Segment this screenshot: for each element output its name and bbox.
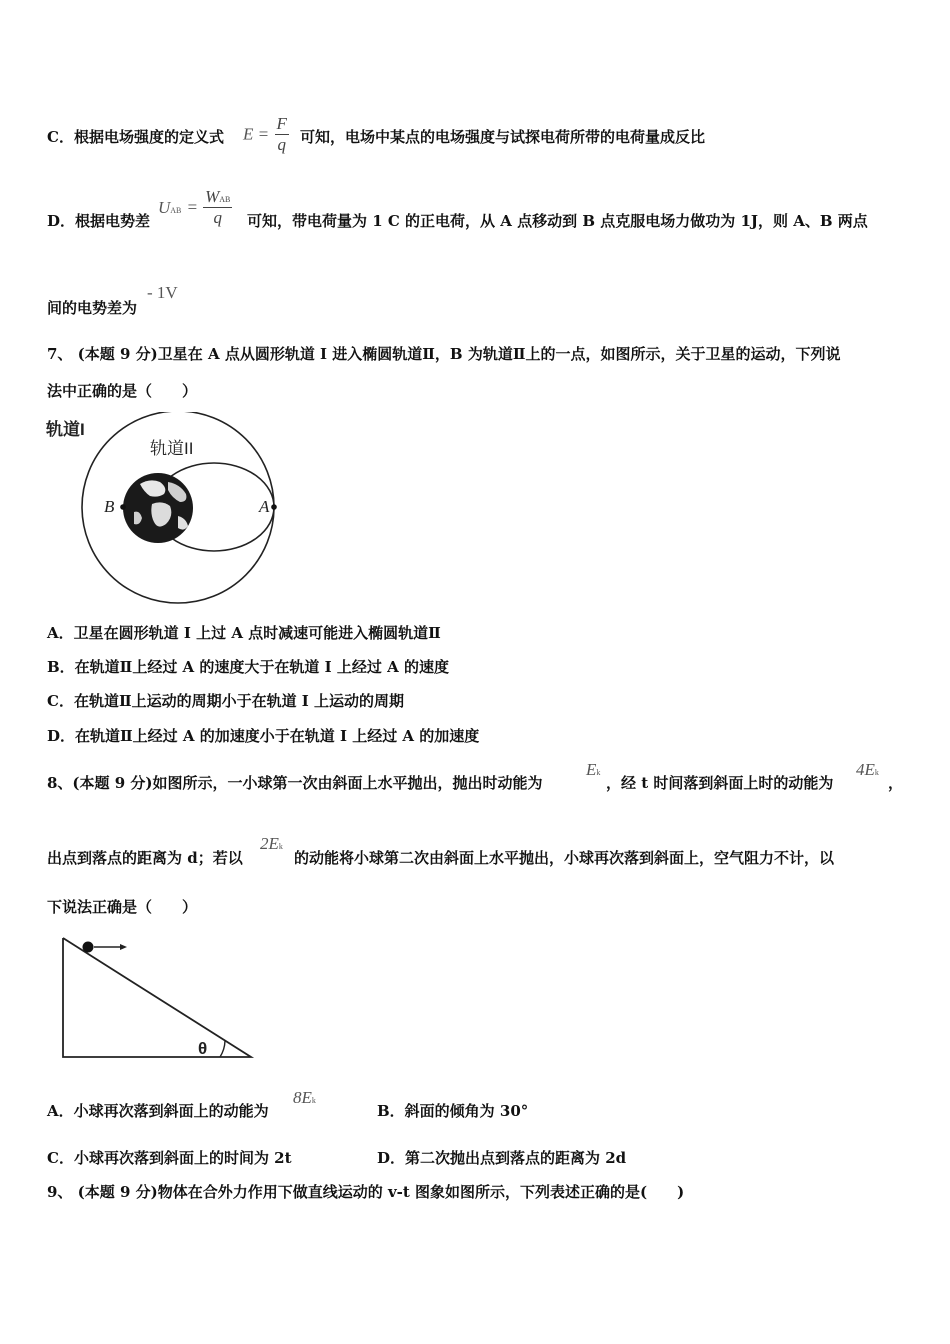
q6-d-prefix: D．根据电势差 xyxy=(47,212,151,230)
q8-ek2: 4Ek xyxy=(856,760,879,779)
q6-d-suffix: 可知，带电荷量为 1 C 的正电荷，从 A 点移动到 B 点克服电场力做功为 1J，则 A、B 两点 xyxy=(247,212,868,230)
q8-stem-line3: 下说法正确是（ ） xyxy=(47,898,198,916)
formula-u-lhs: UAB xyxy=(158,197,182,217)
q7-option-d: D．在轨道Ⅱ上经过 A 的加速度小于在轨道 I 上经过 A 的加速度 xyxy=(47,727,480,745)
label-orbit-2: 轨道II xyxy=(150,439,194,458)
q7-option-a: A．卫星在圆形轨道 I 上过 A 点时减速可能进入椭圆轨道Ⅱ xyxy=(47,624,441,642)
formula-q-denominator: q xyxy=(213,208,222,227)
label-orbit-1: 轨道I xyxy=(46,420,85,439)
formula-e-lhs: E = xyxy=(243,124,270,144)
ball-icon xyxy=(83,942,94,953)
q6-d-formula xyxy=(158,187,232,228)
angle-arc xyxy=(220,1041,225,1057)
q8-stem-line2-a: 出点到落点的距离为 d；若以 xyxy=(47,849,243,867)
q6-option-c xyxy=(47,127,224,147)
q8-option-a: A．小球再次落到斜面上的动能为 xyxy=(47,1102,269,1120)
point-a-marker xyxy=(271,504,277,510)
formula-fraction xyxy=(275,114,289,155)
q8-option-c: C．小球再次落到斜面上的时间为 2t xyxy=(47,1149,292,1167)
q7-option-c: C．在轨道Ⅱ上运动的周期小于在轨道 I 上运动的周期 xyxy=(47,692,405,710)
label-theta: θ xyxy=(198,1039,208,1058)
q8-option-a-value: 8Ek xyxy=(293,1088,316,1107)
q6-c-suffix: 可知，电场中某点的电场强度与试探电荷所带的电荷量成反比 xyxy=(300,128,706,146)
q8-stem-line1-c: ， xyxy=(888,774,904,792)
incline-figure xyxy=(55,932,260,1062)
q8-option-d: D．第二次抛出点到落点的距离为 2d xyxy=(377,1149,627,1167)
q7-option-b: B．在轨道Ⅱ上经过 A 的速度大于在轨道 I 上经过 A 的速度 xyxy=(47,658,449,676)
q8-stem-line1-a: 8、(本题 9 分)如图所示，一小球第一次由斜面上水平抛出，抛出时动能为 xyxy=(47,774,543,792)
formula-equals: = xyxy=(186,197,198,217)
label-point-b: B xyxy=(104,497,115,516)
q8-stem-line2-b: 的动能将小球第二次由斜面上水平抛出，小球再次落到斜面上，空气阻力不计，以 xyxy=(294,849,835,867)
earth-icon xyxy=(123,473,193,543)
q9-stem: 9、 (本题 9 分)物体在合外力作用下做直线运动的 v-t 图象如图所示，下列表述正确的是( ) xyxy=(47,1183,685,1201)
label-point-a: A xyxy=(259,497,270,516)
incline-triangle xyxy=(63,938,251,1057)
q8-ek3: 2Ek xyxy=(260,834,283,853)
q8-ek1: Ek xyxy=(586,760,601,779)
q8-option-b: B．斜面的倾角为 30° xyxy=(377,1102,529,1120)
formula-w-numerator: WAB xyxy=(205,187,231,206)
point-b-marker xyxy=(120,504,126,510)
q6-d-value: - 1V xyxy=(147,283,178,302)
velocity-arrow-head-icon xyxy=(120,944,127,950)
orbit-figure xyxy=(40,412,290,612)
q8-stem-line1-b: ，经 t 时间落到斜面上时的动能为 xyxy=(606,774,834,792)
q6-c-prefix: C．根据电场强度的定义式 xyxy=(47,128,224,146)
q6-d-line2: 间的电势差为 xyxy=(47,299,138,317)
formula-denominator: q xyxy=(277,135,286,154)
formula-numerator: F xyxy=(276,114,287,133)
formula-fraction-w xyxy=(203,187,232,228)
q7-stem-line2: 法中正确的是（ ） xyxy=(47,382,198,400)
q6-c-formula xyxy=(243,114,289,155)
q7-stem-line1: 7、 (本题 9 分)卫星在 A 点从圆形轨道 I 进入椭圆轨道Ⅱ，B 为轨道Ⅱ上的一点，如图所示，关于卫星的运动，下列说 xyxy=(47,345,841,363)
